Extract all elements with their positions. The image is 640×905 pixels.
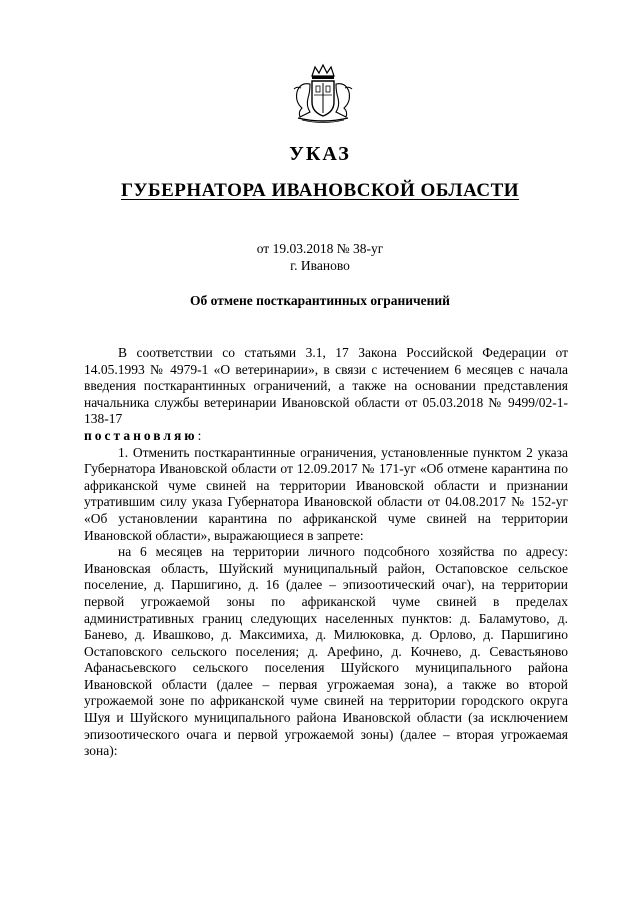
intro-paragraph [84, 345, 568, 428]
city-line: г. Иваново [290, 258, 350, 273]
item-1-detail-paragraph: на 6 месяцев на территории личного подсобного хозяйства по адресу: Ивановская область, Шуйский муниципальный район, Остаповское сельское поселение, д. Паршигино, д. 16 (далее – эпизоотический очаг), на территории первой угрожаемой зоны по африканской чуме свиней в пределах административных границ следующих населенных пунктов: д. Баламутово, д. Банево, д. Ивашково, д. Максимиха, д. Милюковка, д. Орлово, д. Паршигино Остаповского сельского поселения; д. Арефино, д. Кочнево, д. Севастьяново Афанасьевского сельского поселения Шуйского муниципального района Ивановской области (далее – первая угрожаемая зона), а также во второй угрожаемой зоне по африканской чуме свиней на территории городского округа Шуя и Шуйского муниципального района Ивановской области (за исключением эпизоотического очага и первой угрожаемой зоны) (далее – вторая угрожаемая зона): [84, 544, 568, 759]
decree-colon: : [197, 427, 202, 443]
document-body [84, 345, 568, 760]
coat-of-arms-icon [288, 62, 358, 124]
intro-text: В соответствии со статьями 3.1, 17 Закона Российской Федерации от 14.05.1993 № 4979-1 «О ветеринарии», в связи с истечением 6 месяцев с начала введения посткарантинных ограничений, а также на основании представления начальника службы ветеринарии Ивановской области от 05.03.2018 № 9499/02-1-138-17 [84, 345, 568, 427]
issuer-title [0, 180, 640, 202]
date-number-line: от 19.03.2018 № 38-уг [256, 241, 384, 256]
document-type-title: УКАЗ [289, 143, 351, 165]
date-and-place [0, 240, 640, 274]
item-1-paragraph: 1. Отменить посткарантинные ограничения, установленные пунктом 2 указа Губернатора Ивановской области от 12.09.2017 № 171-уг «Об отмене карантина по африканской чуме свиней на территории Ивановской области и признании утратившим силу указа Губернатора Ивановской области от 04.08.2017 № 152-уг «Об установлении карантина по африканской чуме свиней на территории Ивановской области», выражающиеся в запрете: [84, 444, 568, 543]
decree-subject: Об отмене посткарантинных ограничений [190, 293, 450, 308]
decree-word: постановляю [84, 427, 198, 443]
issuer-title-text: ГУБЕРНАТОРА ИВАНОВСКОЙ ОБЛАСТИ [120, 180, 520, 201]
decree-line [84, 428, 568, 445]
